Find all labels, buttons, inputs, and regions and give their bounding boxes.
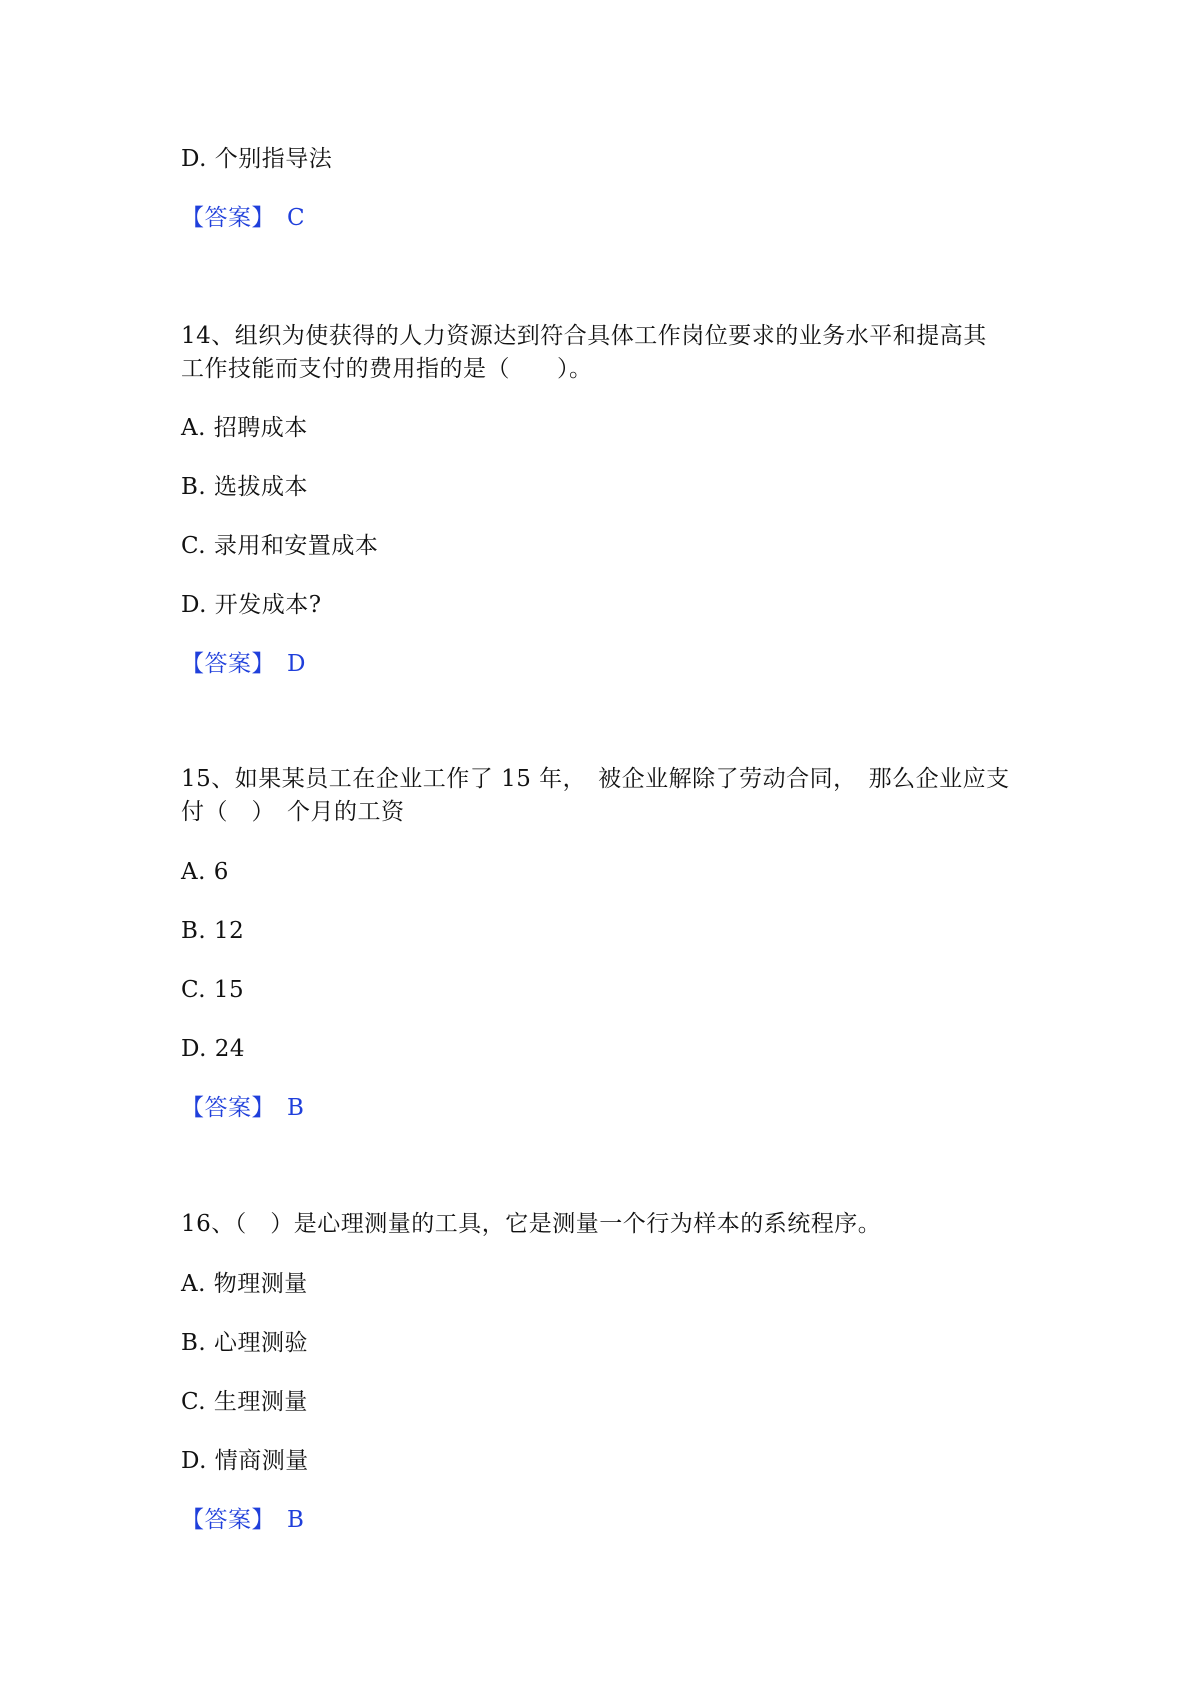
q15-option-b: B. 12 bbox=[181, 918, 245, 944]
q14-option-b: B. 选拔成本 bbox=[181, 474, 309, 500]
answer-key: B bbox=[287, 1507, 305, 1533]
q15-option-c: C. 15 bbox=[181, 977, 245, 1003]
q15-stem-line1: 15、如果某员工在企业工作了 15 年， 被企业解除了劳动合同， 那么企业应支 bbox=[181, 766, 1010, 792]
q13-option-d: D. 个别指导法 bbox=[181, 146, 333, 172]
q16-option-b: B. 心理测验 bbox=[181, 1330, 309, 1356]
q16-option-a: A. 物理测量 bbox=[181, 1271, 308, 1297]
answer-key: B bbox=[287, 1095, 305, 1121]
q13-answer bbox=[181, 202, 305, 234]
q14-option-c: C. 录用和安置成本 bbox=[181, 533, 379, 559]
q14-stem-line2: 工作技能而支付的费用指的是（ ）。 bbox=[181, 356, 593, 382]
answer-label: 【答案】 bbox=[181, 205, 275, 231]
q15-answer bbox=[181, 1092, 304, 1124]
q15-option-d: D. 24 bbox=[181, 1036, 246, 1062]
q14-option-d: D. 开发成本? bbox=[181, 592, 322, 618]
q16-stem-line1: 16、（ ）是心理测量的工具，它是测量一个行为样本的系统程序。 bbox=[181, 1211, 882, 1237]
q14-option-a: A. 招聘成本 bbox=[181, 415, 308, 441]
answer-label: 【答案】 bbox=[181, 1507, 275, 1533]
q15-option-a: A. 6 bbox=[181, 859, 229, 885]
q14-stem-line1: 14、组织为使获得的人力资源达到符合具体工作岗位要求的业务水平和提高其 bbox=[181, 323, 987, 349]
answer-label: 【答案】 bbox=[181, 1095, 275, 1121]
answer-key: D bbox=[287, 651, 306, 677]
q16-answer bbox=[181, 1504, 304, 1536]
q14-answer bbox=[181, 648, 306, 680]
answer-key: C bbox=[287, 205, 306, 231]
q15-stem-line2: 付（ ） 个月的工资 bbox=[181, 799, 405, 825]
q16-option-c: C. 生理测量 bbox=[181, 1389, 308, 1415]
q16-option-d: D. 情商测量 bbox=[181, 1448, 309, 1474]
answer-label: 【答案】 bbox=[181, 651, 275, 677]
